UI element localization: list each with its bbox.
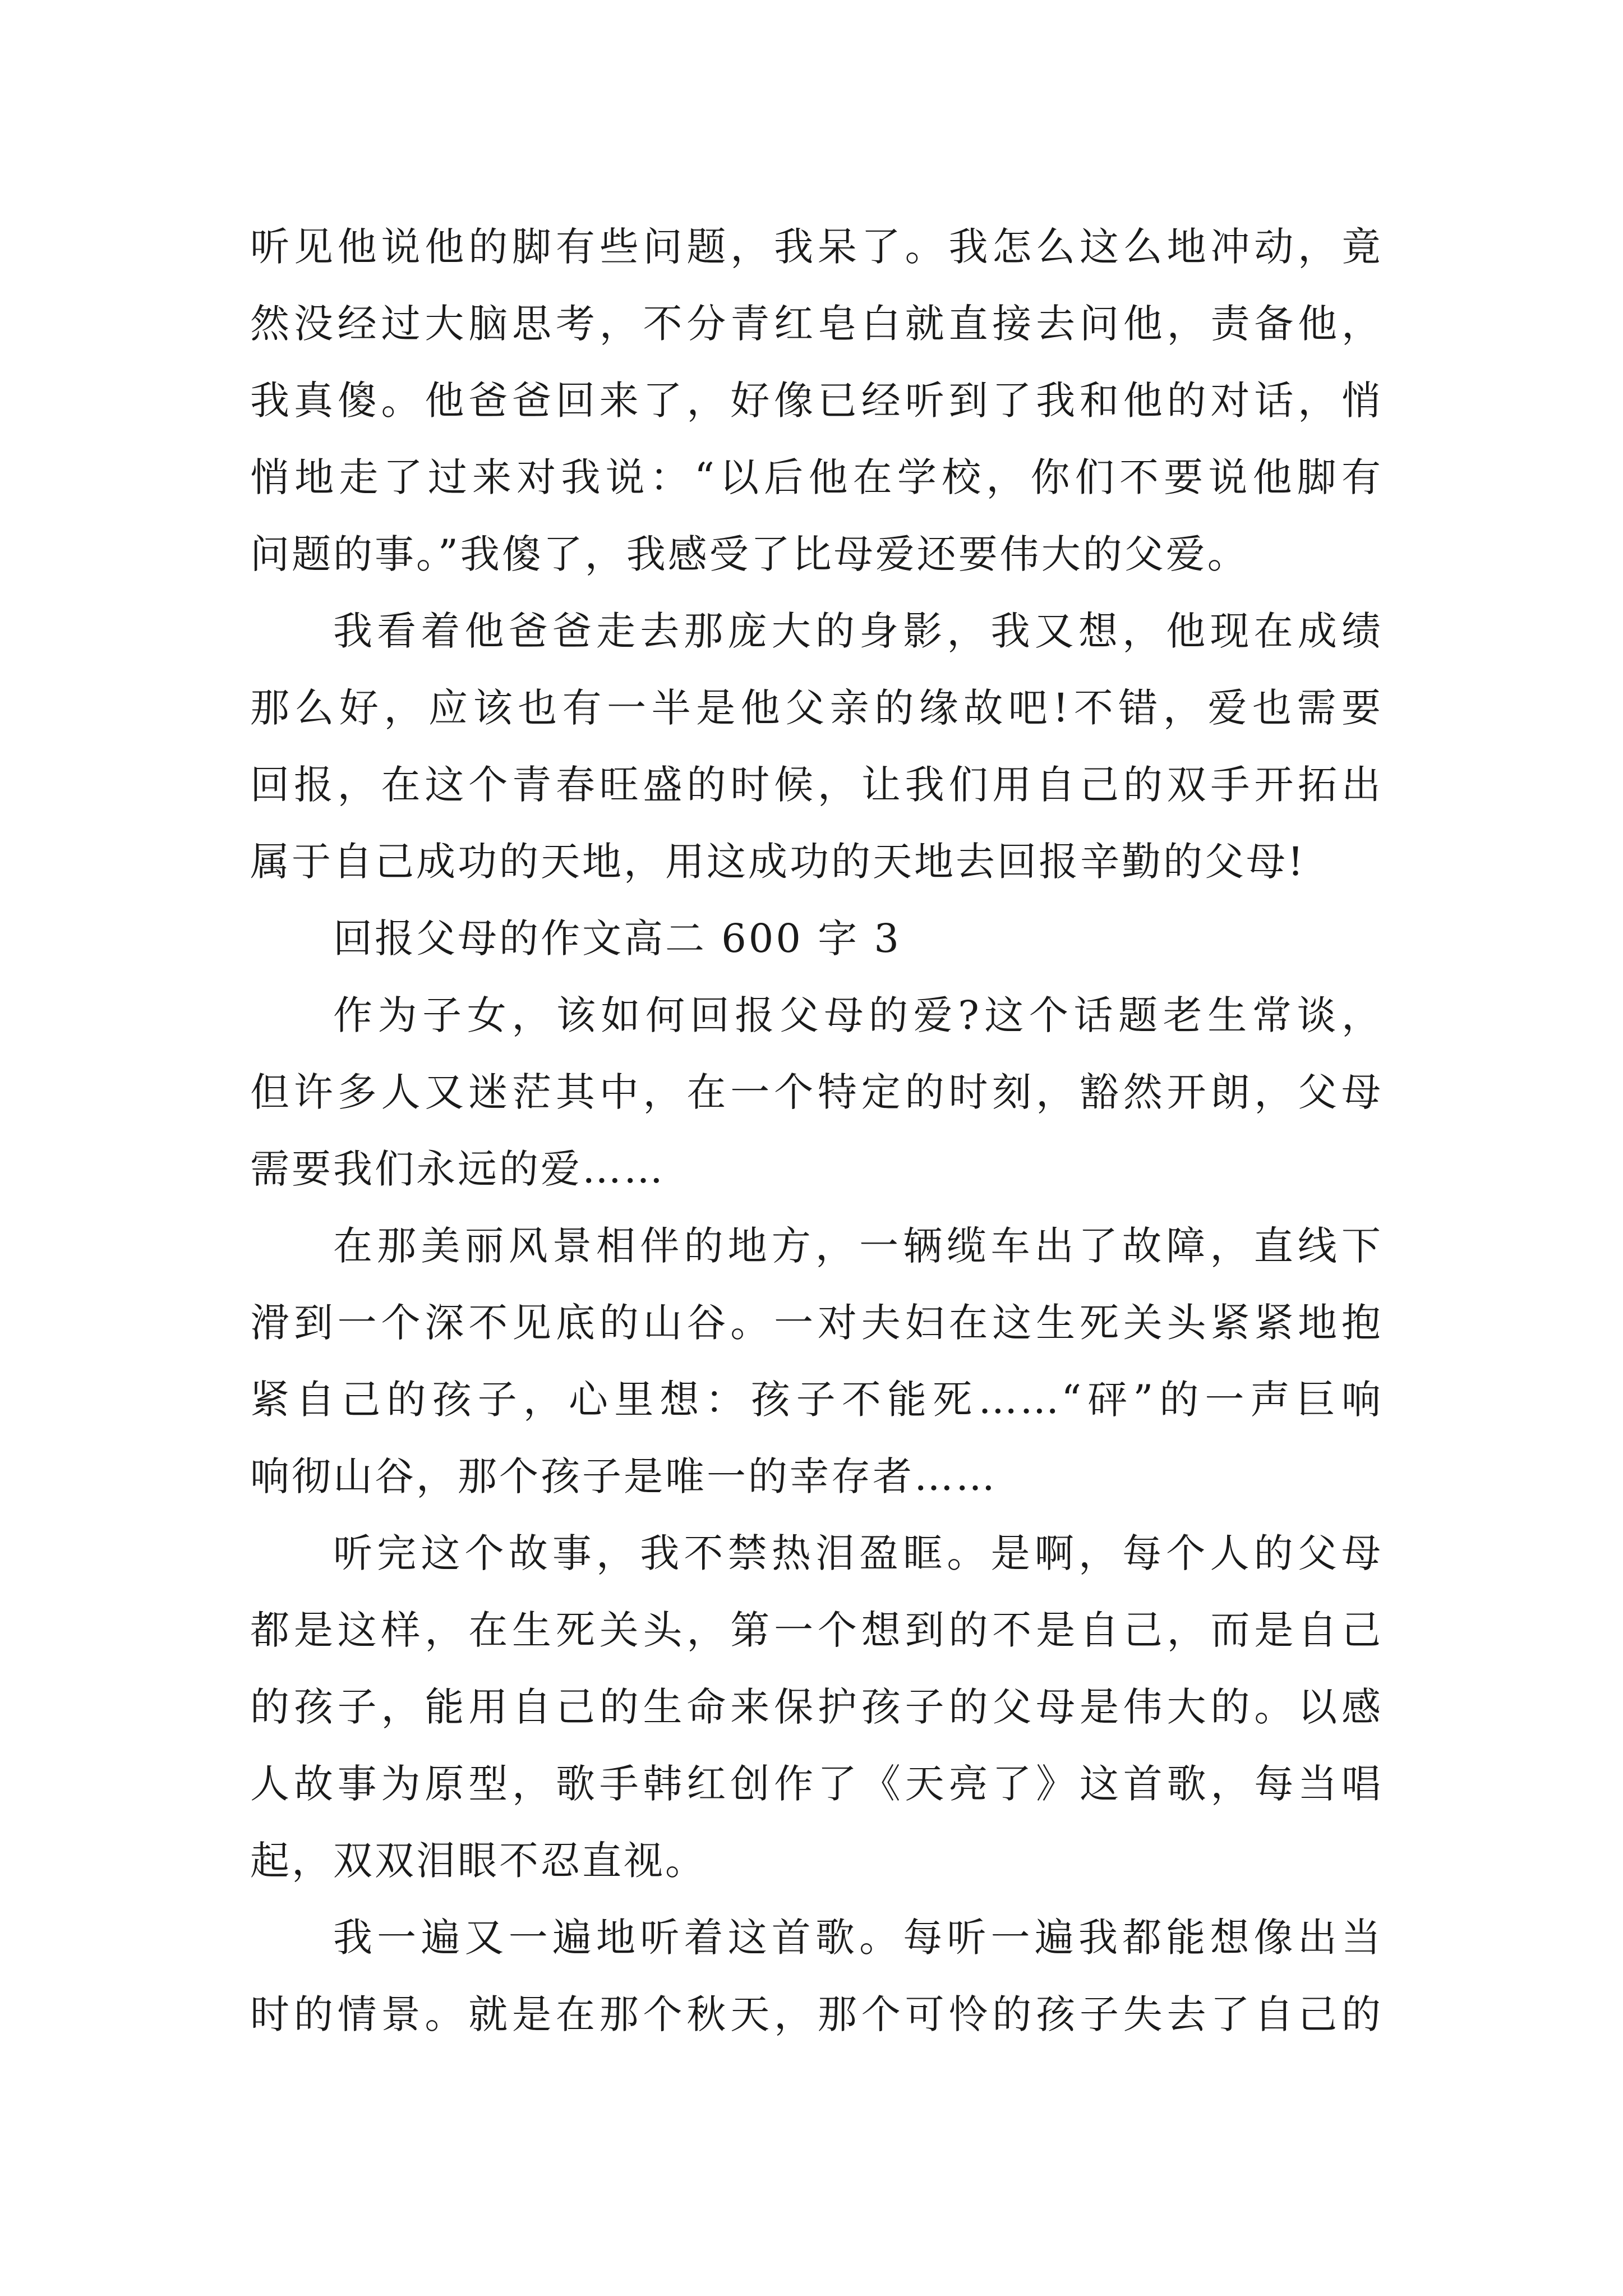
text-line: 属于自己成功的天地，用这成功的天地去回报辛勤的父母! (250, 839, 1306, 885)
text-line: 但许多人又迷茫其中，在一个特定的时刻，豁然开朗，父母 (250, 1069, 1383, 1115)
document-body (250, 209, 1383, 2053)
text-line: 滑到一个深不见底的山谷。一对夫妇在这生死关头紧紧地抱 (250, 1300, 1383, 1346)
section-heading: 回报父母的作文高二 600 字 3 (333, 915, 901, 961)
paragraph-start-line: 在那美丽风景相伴的地方，一辆缆车出了故障，直线下 (333, 1223, 1383, 1269)
text-line: 响彻山谷，那个孩子是唯一的幸存者…… (250, 1453, 997, 1499)
text-line: 回报，在这个青春旺盛的时候，让我们用自己的双手开拓出 (250, 762, 1383, 808)
text-line: 我真傻。他爸爸回来了，好像已经听到了我和他的对话，悄 (250, 378, 1383, 424)
text-line: 问题的事。”我傻了，我感受了比母爱还要伟大的父爱。 (250, 531, 1249, 577)
text-line: 的孩子，能用自己的生命来保护孩子的父母是伟大的。以感 (250, 1684, 1383, 1730)
paragraph-start-line: 我看着他爸爸走去那庞大的身影，我又想，他现在成绩 (333, 608, 1383, 654)
text-line: 紧自己的孩子，心里想：孩子不能死……“砰”的一声巨响 (250, 1377, 1383, 1423)
text-line: 时的情景。就是在那个秋天，那个可怜的孩子失去了自己的 (250, 1991, 1383, 2037)
text-line: 然没经过大脑思考，不分青红皂白就直接去问他，责备他， (250, 301, 1383, 347)
paragraph-start-line: 作为子女，该如何回报父母的爱?这个话题老生常谈， (333, 992, 1383, 1038)
text-line: 听见他说他的脚有些问题，我呆了。我怎么这么地冲动，竟 (250, 224, 1383, 270)
paragraph-start-line: 听完这个故事，我不禁热泪盈眶。是啊，每个人的父母 (333, 1530, 1383, 1576)
text-line: 起，双双泪眼不忍直视。 (250, 1838, 707, 1884)
text-line: 都是这样，在生死关头，第一个想到的不是自己，而是自己 (250, 1607, 1383, 1653)
text-line: 人故事为原型，歌手韩红创作了《天亮了》这首歌，每当唱 (250, 1761, 1383, 1807)
text-line: 需要我们永远的爱…… (250, 1146, 665, 1192)
text-line: 悄地走了过来对我说：“以后他在学校，你们不要说他脚有 (250, 454, 1383, 500)
paragraph-start-line: 我一遍又一遍地听着这首歌。每听一遍我都能想像出当 (333, 1915, 1383, 1961)
text-line: 那么好，应该也有一半是他父亲的缘故吧!不错，爱也需要 (250, 685, 1383, 731)
